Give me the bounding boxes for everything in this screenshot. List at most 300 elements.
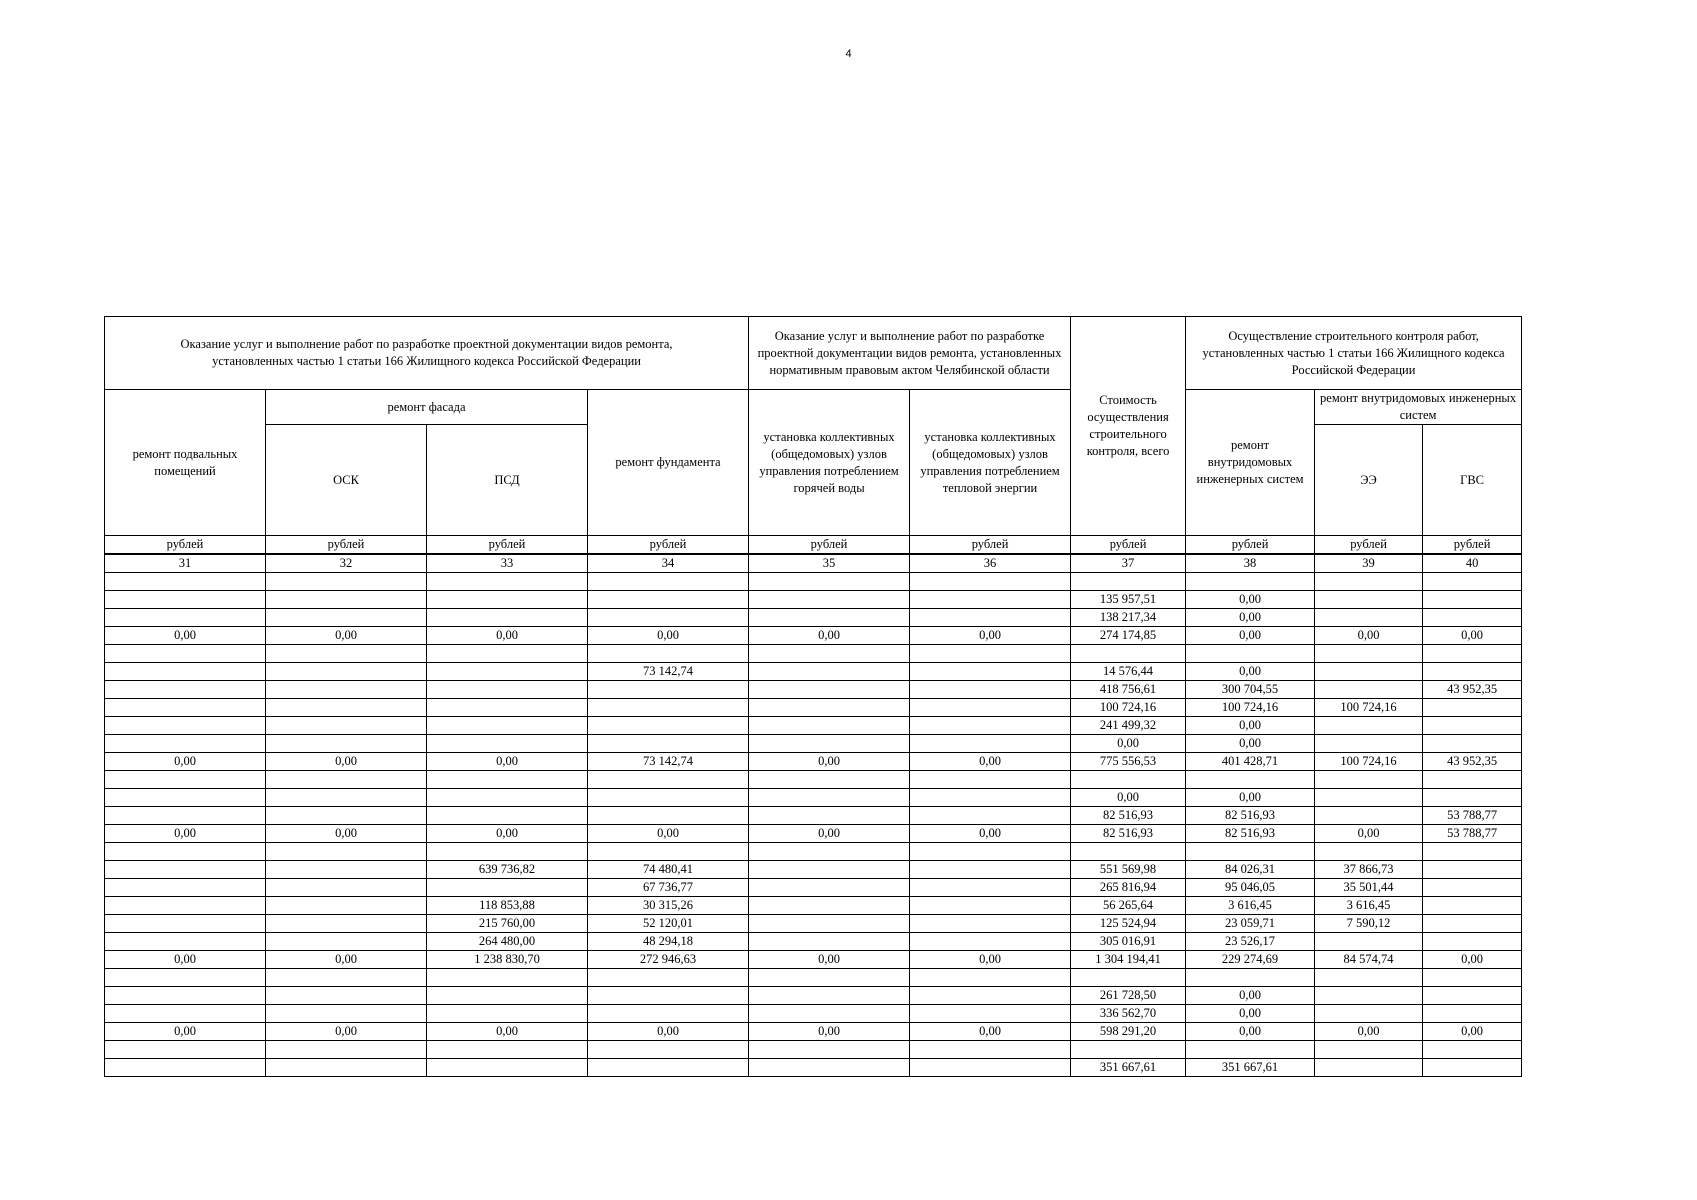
table-cell [266,987,427,1005]
table-cell: рублей [266,536,427,555]
table-cell: 0,00 [1423,951,1522,969]
table-cell [105,897,266,915]
table-cell: 67 736,77 [588,879,749,897]
table-cell: 0,00 [1186,789,1315,807]
table-cell [105,645,266,663]
table-cell: 336 562,70 [1071,1005,1186,1023]
table-cell [105,987,266,1005]
table-cell [1423,609,1522,627]
table-cell [427,807,588,825]
table-cell: 0,00 [1186,609,1315,627]
table-cell [1315,681,1423,699]
table-cell [588,1059,749,1077]
table-cell [266,843,427,861]
table-cell [105,1005,266,1023]
table-cell [266,933,427,951]
table-row [105,699,1522,717]
header-facade: ремонт фасада [266,390,588,425]
table-cell [749,897,910,915]
table-cell: 0,00 [105,951,266,969]
table-cell [266,573,427,591]
table-cell [266,807,427,825]
table-cell: 3 616,45 [1186,897,1315,915]
table-cell [1315,573,1423,591]
table-cell [1186,573,1315,591]
table-cell [1423,933,1522,951]
table-cell [266,969,427,987]
table-cell [749,807,910,825]
table-cell: 0,00 [1186,1023,1315,1041]
table-cell [749,699,910,717]
table-cell [749,915,910,933]
table-cell: рублей [1186,536,1315,555]
table-cell [266,915,427,933]
table-cell: рублей [427,536,588,555]
header-group-design-regional: Оказание услуг и выполнение работ по разработке проектной документации видов ремонта, установленных нормативным правовым актом Челябинской области [749,317,1071,390]
header-basement: ремонт подвальных помещений [105,390,266,536]
table-cell: рублей [588,536,749,555]
table-cell [749,591,910,609]
table-cell: 215 760,00 [427,915,588,933]
table-cell: 0,00 [1186,591,1315,609]
table-cell [266,735,427,753]
table-cell [910,1059,1071,1077]
table-cell [910,879,1071,897]
table-cell: 125 524,94 [1071,915,1186,933]
table-cell: 73 142,74 [588,753,749,771]
table-cell [427,879,588,897]
table-cell [749,573,910,591]
table-cell [427,1005,588,1023]
table-cell: 35 [749,554,910,573]
table-cell: 100 724,16 [1071,699,1186,717]
table-row [105,825,1522,843]
table-cell [427,969,588,987]
table-cell [105,663,266,681]
table-cell [1423,1041,1522,1059]
table-cell: 0,00 [266,627,427,645]
table-cell [1186,771,1315,789]
table-row [105,861,1522,879]
table-cell [266,645,427,663]
table-cell: 31 [105,554,266,573]
header-group-construction-control: Осуществление строительного контроля работ, установленных частью 1 статьи 166 Жилищного кодекса Российской Федерации [1186,317,1522,390]
table-cell [749,1005,910,1023]
table-cell [266,699,427,717]
table-row [105,663,1522,681]
table-cell: 53 788,77 [1423,807,1522,825]
table-cell [749,1041,910,1059]
table-row [105,789,1522,807]
table-cell: 0,00 [588,627,749,645]
table-row [105,933,1522,951]
header-psd: ПСД [427,425,588,536]
table-cell [266,663,427,681]
table-cell [1186,843,1315,861]
table-cell [1423,645,1522,663]
table-cell: 265 816,94 [1071,879,1186,897]
table-cell: 775 556,53 [1071,753,1186,771]
table-cell [427,645,588,663]
table-cell: 118 853,88 [427,897,588,915]
table-cell [105,843,266,861]
header-engineering: ремонт внутридомовых инженерных систем [1186,390,1315,536]
table-cell: 0,00 [105,753,266,771]
table-cell: 0,00 [588,1023,749,1041]
table-cell [266,1005,427,1023]
table-cell [910,609,1071,627]
table-cell [1423,771,1522,789]
table-header [105,317,1522,536]
table-cell [427,699,588,717]
table-cell [588,609,749,627]
table-cell [749,663,910,681]
table-cell: 0,00 [427,825,588,843]
table-cell [105,879,266,897]
table-cell: 0,00 [1315,1023,1423,1041]
table-cell [427,591,588,609]
table-cell [1423,915,1522,933]
table-cell: 74 480,41 [588,861,749,879]
table-cell: 0,00 [1186,717,1315,735]
table-cell: 0,00 [427,627,588,645]
table-cell [588,771,749,789]
table-cell: 639 736,82 [427,861,588,879]
table-cell: 351 667,61 [1186,1059,1315,1077]
table-cell [588,735,749,753]
header-foundation: ремонт фундамента [588,390,749,536]
table-cell [1071,645,1186,663]
table-cell: 53 788,77 [1423,825,1522,843]
table-cell [105,1041,266,1059]
table-cell [105,1059,266,1077]
header-hot-water-units: установка коллективных (общедомовых) узлов управления потреблением горячей воды [749,390,910,536]
table-cell [749,861,910,879]
table-cell [427,1041,588,1059]
table-cell: 82 516,93 [1071,807,1186,825]
table-cell: 598 291,20 [1071,1023,1186,1041]
table-cell [1423,843,1522,861]
table-cell: 351 667,61 [1071,1059,1186,1077]
table-cell: 0,00 [1071,789,1186,807]
table-cell: 82 516,93 [1186,807,1315,825]
table-cell [588,1041,749,1059]
table-cell [266,609,427,627]
table-cell [910,897,1071,915]
table-cell [266,861,427,879]
table-cell: 0,00 [105,825,266,843]
table-cell: 23 526,17 [1186,933,1315,951]
table-row [105,1023,1522,1041]
table-row [105,573,1522,591]
table-cell [1315,645,1423,663]
table-cell: 100 724,16 [1315,699,1423,717]
table-row [105,879,1522,897]
data-table [104,316,1522,1077]
table-cell [1315,717,1423,735]
table-cell [749,789,910,807]
table-cell [1315,807,1423,825]
table-cell [427,987,588,1005]
table-cell [427,609,588,627]
table-row [105,681,1522,699]
table-cell [1071,969,1186,987]
table-cell: 0,00 [749,753,910,771]
table-row [105,735,1522,753]
table-cell: 0,00 [910,825,1071,843]
table-cell [749,1059,910,1077]
table-cell [427,843,588,861]
table-cell: рублей [1315,536,1423,555]
table-cell: 0,00 [266,825,427,843]
table-cell [105,573,266,591]
table-row [105,807,1522,825]
table-cell [910,717,1071,735]
table-row [105,627,1522,645]
table-cell [1423,717,1522,735]
table-cell: 95 046,05 [1186,879,1315,897]
table-row [105,1041,1522,1059]
table-cell [1071,843,1186,861]
table-row [105,915,1522,933]
table-cell [1423,735,1522,753]
table-cell: рублей [1423,536,1522,555]
table-cell [910,1041,1071,1059]
header-control-total: Стоимость осуществления строительного контроля, всего [1071,317,1186,536]
table-cell [588,645,749,663]
table-cell: 0,00 [588,825,749,843]
table-cell [749,771,910,789]
table-cell: 305 016,91 [1071,933,1186,951]
table-cell [910,573,1071,591]
table-cell [105,807,266,825]
table-cell [1423,699,1522,717]
table-cell [105,915,266,933]
table-cell: 0,00 [105,627,266,645]
table-cell: 43 952,35 [1423,681,1522,699]
table-cell: 0,00 [1423,627,1522,645]
table-cell: 35 501,44 [1315,879,1423,897]
table-cell: 34 [588,554,749,573]
table-cell [588,969,749,987]
table-cell [910,969,1071,987]
table-cell [1186,969,1315,987]
table-cell [105,861,266,879]
table-cell [1423,969,1522,987]
table-cell: 36 [910,554,1071,573]
table-cell: 30 315,26 [588,897,749,915]
table-cell: 43 952,35 [1423,753,1522,771]
table-cell [105,771,266,789]
table-cell [749,933,910,951]
table-cell [266,1059,427,1077]
table-cell [749,879,910,897]
table-cell [910,681,1071,699]
table-cell: 0,00 [749,627,910,645]
table-cell [1186,1041,1315,1059]
units-row [105,536,1522,555]
table-cell [749,681,910,699]
table-cell [910,591,1071,609]
table-cell: 0,00 [749,951,910,969]
table-cell: 73 142,74 [588,663,749,681]
table-cell [910,861,1071,879]
table-cell [105,591,266,609]
table-cell [910,645,1071,663]
table-cell: 0,00 [749,825,910,843]
table-cell: 48 294,18 [588,933,749,951]
table-cell: 300 704,55 [1186,681,1315,699]
table-cell [910,663,1071,681]
table-cell [1071,573,1186,591]
table-row [105,987,1522,1005]
table-cell [427,573,588,591]
table-row [105,645,1522,663]
table-cell [910,735,1071,753]
table-cell [1423,1005,1522,1023]
table-cell [588,591,749,609]
table-cell: 82 516,93 [1186,825,1315,843]
table-cell: 0,00 [910,753,1071,771]
table-cell [427,771,588,789]
table-cell [588,807,749,825]
table-cell: 32 [266,554,427,573]
table-cell [1423,897,1522,915]
table-cell: 0,00 [1423,1023,1522,1041]
header-ee: ЭЭ [1315,425,1423,536]
table-cell [427,663,588,681]
table-cell [1423,1059,1522,1077]
table-cell: 0,00 [1071,735,1186,753]
table-cell: 0,00 [910,951,1071,969]
table-cell [1423,573,1522,591]
table-cell [1071,1041,1186,1059]
table-cell [427,1059,588,1077]
table-cell [910,933,1071,951]
table-cell: 37 [1071,554,1186,573]
table-cell [105,699,266,717]
header-heat-units: установка коллективных (общедомовых) узлов управления потреблением тепловой энергии [910,390,1071,536]
header-gvs: ГВС [1423,425,1522,536]
table-cell [1423,663,1522,681]
table-cell: 261 728,50 [1071,987,1186,1005]
table-cell [105,789,266,807]
table-cell [749,609,910,627]
table-cell [749,645,910,663]
table-cell [105,969,266,987]
table-cell: 418 756,61 [1071,681,1186,699]
table-cell: 39 [1315,554,1423,573]
table-cell [427,681,588,699]
table-cell [1315,969,1423,987]
table-cell [1423,861,1522,879]
table-cell: 0,00 [105,1023,266,1041]
table-cell: 0,00 [910,1023,1071,1041]
table-cell [588,717,749,735]
table-cell: 84 026,31 [1186,861,1315,879]
table-cell [1315,771,1423,789]
table-cell: 40 [1423,554,1522,573]
table-cell: 0,00 [1186,627,1315,645]
table-cell: 0,00 [266,753,427,771]
table-cell [588,1005,749,1023]
table-cell: 0,00 [427,1023,588,1041]
page-number: 4 [845,48,852,60]
table-cell [910,987,1071,1005]
table-cell: 0,00 [1315,627,1423,645]
table-cell [1315,735,1423,753]
table-cell [1071,771,1186,789]
table-cell [910,843,1071,861]
table-cell: 82 516,93 [1071,825,1186,843]
table-cell: 84 574,74 [1315,951,1423,969]
table-cell [266,771,427,789]
table-row [105,591,1522,609]
table-row [105,771,1522,789]
table-cell: 1 304 194,41 [1071,951,1186,969]
table-cell: 241 499,32 [1071,717,1186,735]
table-cell [749,987,910,1005]
table-cell [749,735,910,753]
table-cell [588,843,749,861]
table-cell: 56 265,64 [1071,897,1186,915]
table-cell [105,609,266,627]
table-cell [910,789,1071,807]
table-cell [910,915,1071,933]
table-cell [105,717,266,735]
table-cell [1423,789,1522,807]
table-cell: 401 428,71 [1186,753,1315,771]
table-cell: 52 120,01 [588,915,749,933]
table-cell: 272 946,63 [588,951,749,969]
table-cell [266,717,427,735]
table-cell: 37 866,73 [1315,861,1423,879]
table-cell: 138 217,34 [1071,609,1186,627]
table-cell: 23 059,71 [1186,915,1315,933]
table-cell: 1 238 830,70 [427,951,588,969]
table-row [105,969,1522,987]
table-cell: 135 957,51 [1071,591,1186,609]
table-body [105,536,1522,1077]
table-cell [1315,987,1423,1005]
table-cell [1315,609,1423,627]
table-cell: 0,00 [427,753,588,771]
table-cell [266,897,427,915]
table-cell [910,699,1071,717]
table-cell [1186,645,1315,663]
table-cell [1315,843,1423,861]
table-cell: 0,00 [266,951,427,969]
table-row [105,951,1522,969]
table-cell [266,879,427,897]
table-cell [588,699,749,717]
table-cell: 229 274,69 [1186,951,1315,969]
table-cell: 0,00 [1186,987,1315,1005]
table-cell [1423,987,1522,1005]
table-cell [588,681,749,699]
table-cell [910,807,1071,825]
table-cell [427,789,588,807]
table-cell: 0,00 [910,627,1071,645]
table-cell: 274 174,85 [1071,627,1186,645]
table-cell: 0,00 [1315,825,1423,843]
table-cell [427,717,588,735]
table-cell [1315,1041,1423,1059]
table-cell [749,717,910,735]
table-row [105,609,1522,627]
table-cell: 551 569,98 [1071,861,1186,879]
header-engineering-sub: ремонт внутридомовых инженерных систем [1315,390,1522,425]
